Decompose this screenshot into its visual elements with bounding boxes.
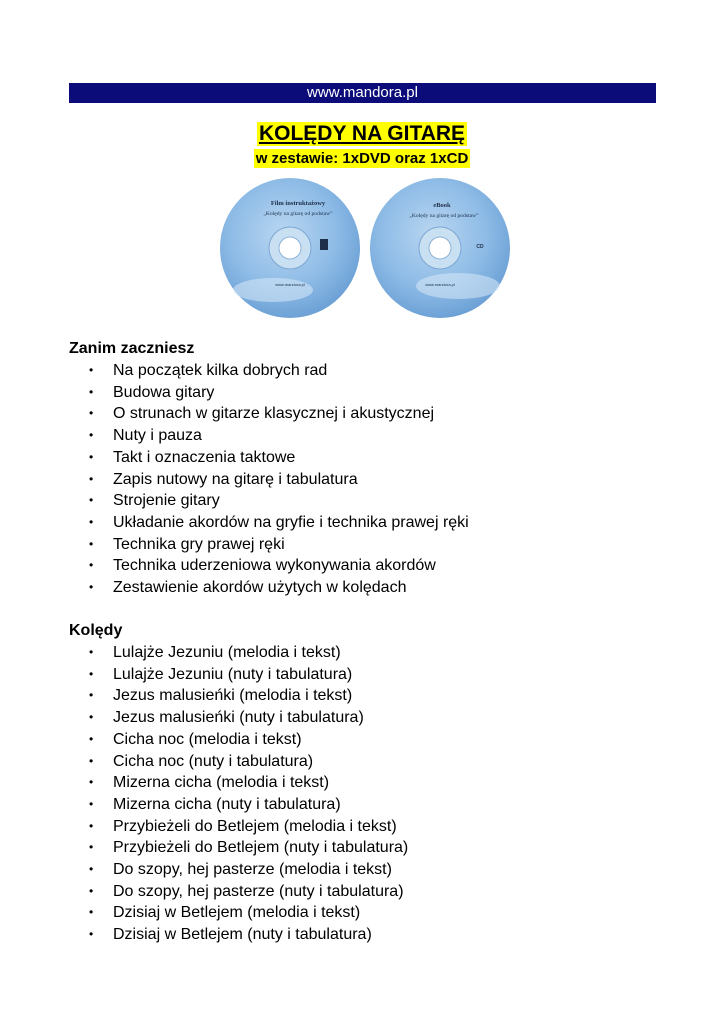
list-item: • Strojenie gitary [88, 490, 469, 512]
list-item: • Nuty i pauza [88, 425, 469, 447]
cd-disc-label: CD [476, 244, 484, 250]
list-item: • Do szopy, hej pasterze (melodia i tekst) [88, 859, 408, 881]
list-item: • Zapis nutowy na gitarę i tabulatura [88, 469, 469, 491]
list-item: • Lulajże Jezuniu (nuty i tabulatura) [88, 664, 408, 686]
dvd-disc-url: www.mandora.pl [275, 282, 305, 287]
list-item: • Technika uderzeniowa wykonywania akordów [88, 555, 469, 577]
website-url[interactable]: www.mandora.pl [307, 84, 418, 101]
cd-disc [370, 178, 510, 318]
subtitle-wrap [0, 149, 724, 168]
dvd-logo-icon [320, 239, 328, 250]
dvd-disc-title: Film instruktażowy [270, 200, 326, 207]
cd-disc-url: www.mandora.pl [425, 282, 455, 287]
section-list-carols [88, 642, 408, 946]
list-item: • Cicha noc (melodia i tekst) [88, 729, 408, 751]
cd-disc-subtitle: „Kolędy na gitarę od podstaw” [409, 213, 479, 219]
section-heading-carols: Kolędy [69, 622, 123, 639]
page-title: KOLĘDY NA GITARĘ [258, 122, 466, 145]
dvd-disc-subtitle: „Kolędy na gitarę od podstaw” [263, 211, 333, 217]
title-wrap [0, 122, 724, 146]
list-item: • Jezus malusieńki (nuty i tabulatura) [88, 707, 408, 729]
list-item: • Dzisiaj w Betlejem (melodia i tekst) [88, 902, 408, 924]
list-item: • Jezus malusieńki (melodia i tekst) [88, 685, 408, 707]
website-header-bar [69, 83, 656, 103]
list-item: • Przybieżeli do Betlejem (melodia i tekst) [88, 816, 408, 838]
list-item: • Mizerna cicha (melodia i tekst) [88, 772, 408, 794]
list-item: • Cicha noc (nuty i tabulatura) [88, 751, 408, 773]
list-item: • Na początek kilka dobrych rad [88, 360, 469, 382]
section-heading-before-start: Zanim zaczniesz [69, 340, 195, 357]
list-item: • Technika gry prawej ręki [88, 534, 469, 556]
list-item: • Do szopy, hej pasterze (nuty i tabulatura) [88, 881, 408, 903]
list-item: • Takt i oznaczenia taktowe [88, 447, 469, 469]
disc-images [218, 178, 512, 318]
list-item: • Zestawienie akordów użytych w kolędach [88, 577, 469, 599]
page-subtitle: w zestawie: 1xDVD oraz 1xCD [255, 150, 469, 167]
list-item: • Budowa gitary [88, 382, 469, 404]
list-item: • Lulajże Jezuniu (melodia i tekst) [88, 642, 408, 664]
dvd-disc [220, 178, 360, 318]
section-list-before-start [88, 360, 469, 599]
list-item: • O strunach w gitarze klasycznej i akustycznej [88, 403, 469, 425]
list-item: • Przybieżeli do Betlejem (nuty i tabulatura) [88, 837, 408, 859]
list-item: • Układanie akordów na gryfie i technika prawej ręki [88, 512, 469, 534]
list-item: • Mizerna cicha (nuty i tabulatura) [88, 794, 408, 816]
cd-disc-title: eBook [433, 202, 451, 209]
list-item: • Dzisiaj w Betlejem (nuty i tabulatura) [88, 924, 408, 946]
